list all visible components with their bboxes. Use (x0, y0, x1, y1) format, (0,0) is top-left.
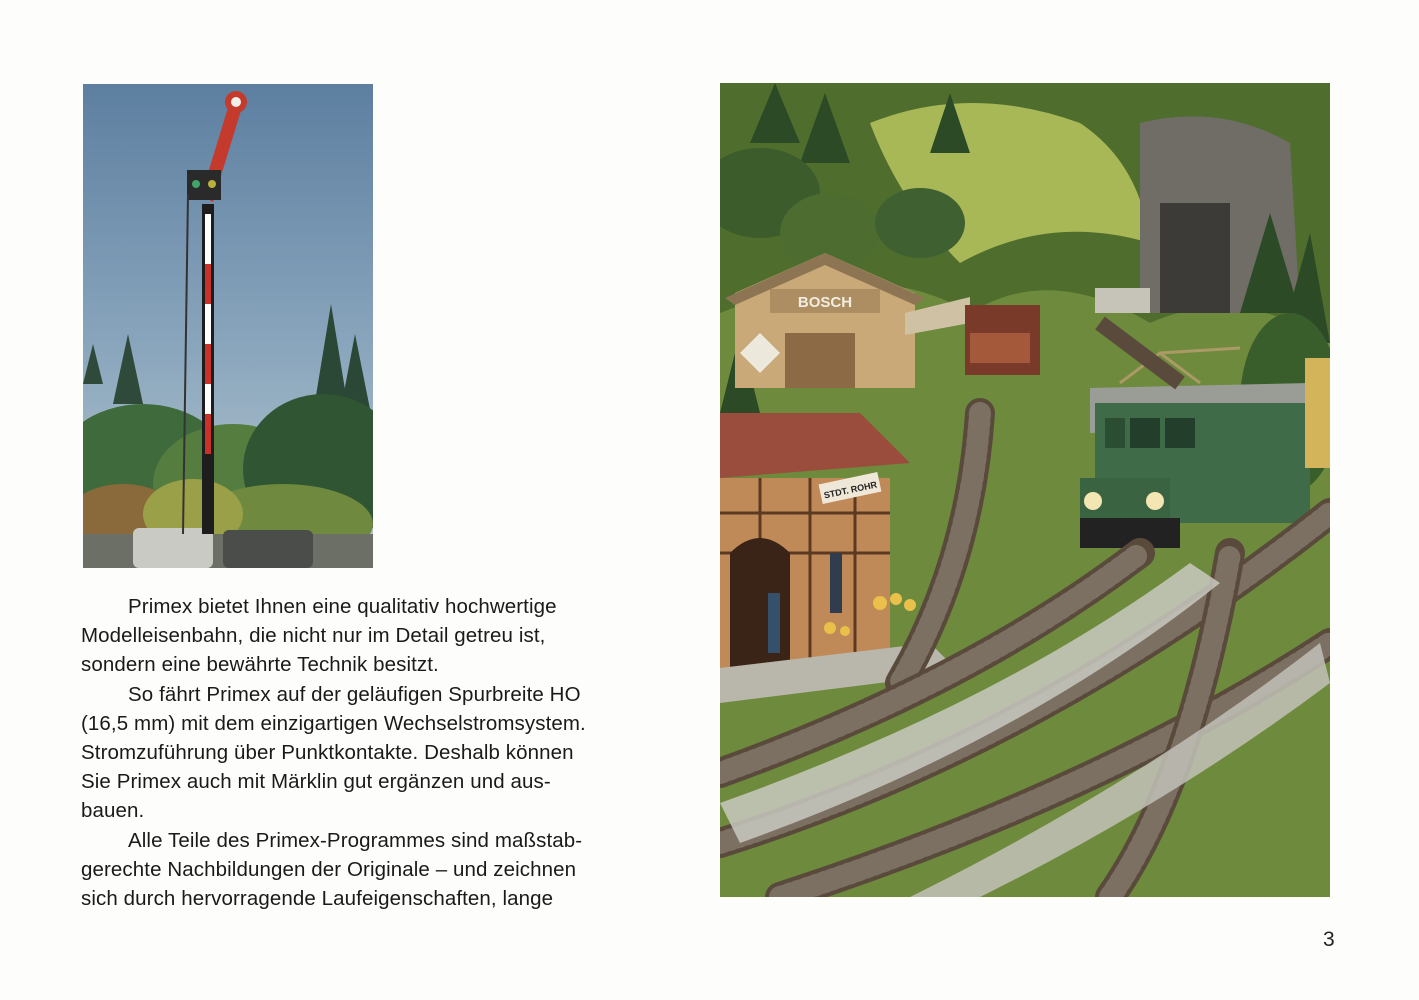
text-line: bauen. (81, 799, 145, 823)
text-line: (16,5 mm) mit dem einzigartigen Wechselstromsystem. (81, 711, 586, 735)
model-railway-layout-photo (720, 83, 1330, 897)
paragraph-3 (81, 826, 711, 914)
text-line: So fährt Primex auf der geläufigen Spurbreite HO (128, 682, 581, 706)
paragraph-1 (81, 592, 711, 680)
semaphore-signal-illustration (83, 84, 373, 568)
text-line: Stromzuführung über Punktkontakte. Deshalb können (81, 741, 574, 765)
semaphore-signal-photo (83, 84, 373, 568)
bosch-sign: BOSCH (797, 294, 853, 311)
paragraph-2 (81, 680, 711, 826)
body-text (81, 592, 711, 913)
text-line: Sie Primex auch mit Märklin gut ergänzen und aus- (81, 770, 551, 794)
text-line: Alle Teile des Primex-Programmes sind maßstab- (128, 828, 583, 852)
text-line: Primex bietet Ihnen eine qualitativ hochwertige (128, 595, 557, 618)
text-line: sondern eine bewährte Technik besitzt. (81, 653, 439, 677)
model-railway-layout-illustration (720, 83, 1330, 897)
station-sign: STDT. ROHR (822, 479, 878, 501)
text-line: sich durch hervorragende Laufeigenschaften, lange (81, 887, 554, 911)
text-line: gerechte Nachbildungen der Originale – und zeichnen (81, 857, 577, 881)
text-line: Modelleisenbahn, die nicht nur im Detail getreu ist, (81, 624, 546, 648)
page-number: 3 (1323, 928, 1335, 951)
